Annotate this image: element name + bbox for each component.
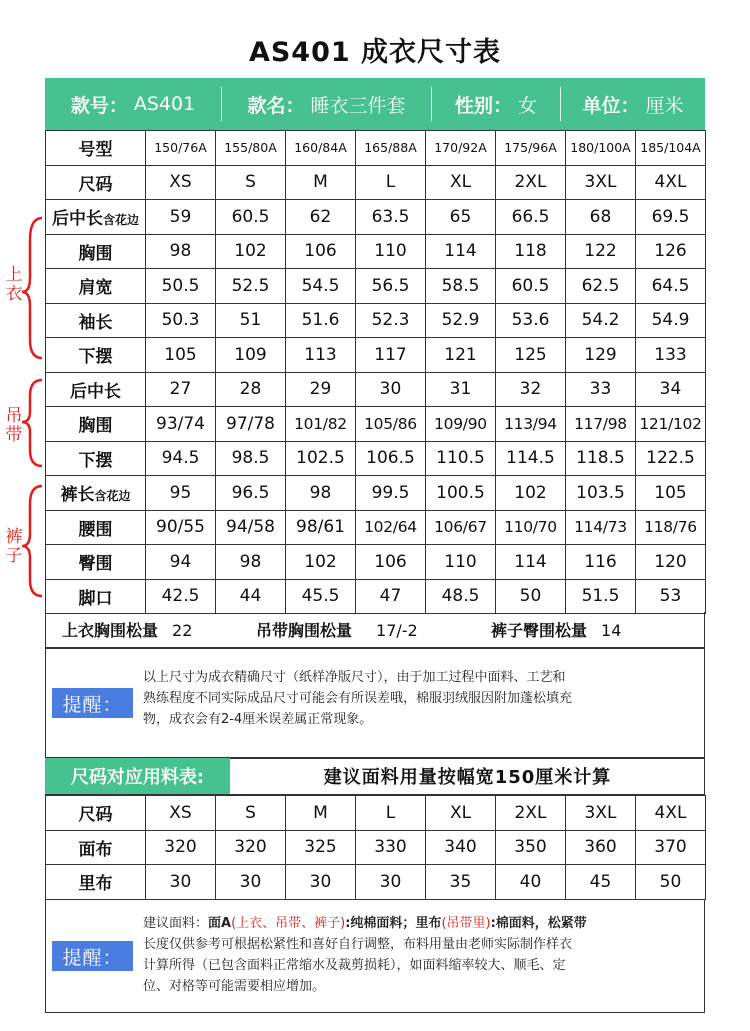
- table-cell: 121: [426, 338, 496, 373]
- table-cell: 30: [286, 865, 356, 900]
- table-cell: 28: [216, 372, 286, 407]
- table-row: [46, 579, 706, 614]
- table-cell: 100.5: [426, 476, 496, 511]
- table-cell: 32: [496, 372, 566, 407]
- table-cell: 98/61: [286, 510, 356, 545]
- table-cell: 58.5: [426, 269, 496, 304]
- table-cell: 118: [496, 234, 566, 269]
- table-cell: 50.5: [146, 269, 216, 304]
- table-cell: 54.9: [636, 303, 706, 338]
- table-cell: 68: [566, 200, 636, 235]
- table-cell: 165/88A: [356, 131, 426, 166]
- table-cell: 120: [636, 545, 706, 580]
- table-cell: 105: [146, 338, 216, 373]
- table-cell: 126: [636, 234, 706, 269]
- fabric-table-title: 建议面料用量按幅宽150厘米计算: [323, 767, 612, 788]
- pants-ease: 裤子臀围松量 14: [491, 621, 622, 640]
- table-cell: 4XL: [636, 796, 706, 831]
- fabric-table: [45, 795, 706, 900]
- table-cell: 109: [216, 338, 286, 373]
- table-cell: 106: [356, 545, 426, 580]
- row-label: 胸围: [46, 234, 146, 269]
- row-label: 号型: [46, 131, 146, 166]
- table-cell: 102: [496, 476, 566, 511]
- table-cell: 53: [636, 579, 706, 614]
- table-cell: 185/104A: [636, 131, 706, 166]
- table-cell: 114/73: [566, 510, 636, 545]
- table-cell: 102: [216, 234, 286, 269]
- table-cell: 103.5: [566, 476, 636, 511]
- table-cell: 65: [426, 200, 496, 235]
- table-cell: 110: [356, 234, 426, 269]
- table-cell: 150/76A: [146, 131, 216, 166]
- table-cell: 63.5: [356, 200, 426, 235]
- row-label: 肩宽: [46, 269, 146, 304]
- table-cell: 102.5: [286, 441, 356, 476]
- table-cell: 59: [146, 200, 216, 235]
- table-cell: 121/102: [636, 407, 706, 442]
- table-row: [46, 441, 706, 476]
- table-cell: 94/58: [216, 510, 286, 545]
- table-cell: 340: [426, 830, 496, 865]
- table-cell: 97/78: [216, 407, 286, 442]
- style-number: 款号： AS401: [70, 93, 196, 117]
- table-row: [46, 372, 706, 407]
- reminder-badge: 提醒：: [52, 688, 133, 718]
- table-row: [46, 796, 706, 831]
- table-cell: 56.5: [356, 269, 426, 304]
- top-ease: 上衣胸围松量 22: [62, 621, 193, 640]
- cami-ease: 吊带胸围松量 17/-2: [256, 621, 418, 640]
- table-cell: XS: [146, 796, 216, 831]
- table-cell: 50: [496, 579, 566, 614]
- table-row: [46, 131, 706, 166]
- fabric-table-label: 尺码对应用料表:: [45, 758, 230, 794]
- table-cell: 110/70: [496, 510, 566, 545]
- table-cell: M: [286, 165, 356, 200]
- table-cell: 106/67: [426, 510, 496, 545]
- table-cell: 330: [356, 830, 426, 865]
- table-cell: 3XL: [566, 165, 636, 200]
- table-row: [46, 510, 706, 545]
- table-cell: 110.5: [426, 441, 496, 476]
- gender: 性别： 女: [454, 94, 538, 117]
- table-cell: 90/55: [146, 510, 216, 545]
- fabric-reminder-box: [45, 899, 705, 1013]
- table-cell: 30: [146, 865, 216, 900]
- table-cell: 62.5: [566, 269, 636, 304]
- section-label-pants: 裤子: [5, 527, 23, 566]
- table-cell: 106: [286, 234, 356, 269]
- table-cell: 51.5: [566, 579, 636, 614]
- table-cell: 117/98: [566, 407, 636, 442]
- table-cell: 118.5: [566, 441, 636, 476]
- unit: 单位： 厘米: [582, 94, 684, 117]
- table-cell: XL: [426, 165, 496, 200]
- table-cell: 94.5: [146, 441, 216, 476]
- table-cell: 155/80A: [216, 131, 286, 166]
- table-cell: M: [286, 796, 356, 831]
- table-cell: 66.5: [496, 200, 566, 235]
- table-cell: 133: [636, 338, 706, 373]
- table-cell: 33: [566, 372, 636, 407]
- table-cell: 50.3: [146, 303, 216, 338]
- table-cell: 114: [496, 545, 566, 580]
- table-cell: 106.5: [356, 441, 426, 476]
- table-cell: 98.5: [216, 441, 286, 476]
- table-row: [46, 303, 706, 338]
- table-cell: 117: [356, 338, 426, 373]
- table-cell: 40: [496, 865, 566, 900]
- row-label: 尺码: [46, 796, 146, 831]
- table-cell: XL: [426, 796, 496, 831]
- table-cell: 93/74: [146, 407, 216, 442]
- table-cell: 180/100A: [566, 131, 636, 166]
- table-cell: 98: [216, 545, 286, 580]
- table-row: [46, 407, 706, 442]
- table-cell: 52.9: [426, 303, 496, 338]
- fabric-reminder-text: 建议面料：面A(上衣、吊带、裤子):纯棉面料；里布(吊带里):棉面料，松紧带 长度仅供参考可根据松紧性和喜好自行调整，布料用量由老师实际制作样衣 计算所得（已包含面料正常缩水及裁剪损耗），如面料缩率较大、顺毛、定 位、对格等可能需要相应增加。: [143, 916, 587, 994]
- table-row: [46, 234, 706, 269]
- table-row: [46, 165, 706, 200]
- table-cell: 45: [566, 865, 636, 900]
- table-cell: 101/82: [286, 407, 356, 442]
- table-row: [46, 545, 706, 580]
- pants-bracket: [22, 486, 42, 596]
- table-cell: 54.2: [566, 303, 636, 338]
- table-cell: 113/94: [496, 407, 566, 442]
- table-cell: 320: [216, 830, 286, 865]
- table-cell: 60.5: [496, 269, 566, 304]
- table-cell: 45.5: [286, 579, 356, 614]
- table-cell: 62: [286, 200, 356, 235]
- ease-row: [45, 612, 705, 648]
- table-cell: L: [356, 796, 426, 831]
- table-cell: 51.6: [286, 303, 356, 338]
- table-cell: 52.3: [356, 303, 426, 338]
- table-cell: 2XL: [496, 796, 566, 831]
- style-name: 款名： 睡衣三件套: [247, 94, 406, 117]
- table-cell: 50: [636, 865, 706, 900]
- spec-header: [45, 78, 705, 130]
- table-cell: 160/84A: [286, 131, 356, 166]
- row-label: 后中长含花边: [46, 200, 146, 235]
- table-cell: 114.5: [496, 441, 566, 476]
- table-row: [46, 200, 706, 235]
- table-cell: 29: [286, 372, 356, 407]
- top-bracket: [22, 218, 42, 358]
- table-cell: 122.5: [636, 441, 706, 476]
- table-cell: XS: [146, 165, 216, 200]
- table-cell: 52.5: [216, 269, 286, 304]
- section-label-cami: 吊带: [5, 406, 23, 445]
- table-cell: 102/64: [356, 510, 426, 545]
- table-cell: 114: [426, 234, 496, 269]
- table-cell: 122: [566, 234, 636, 269]
- table-cell: 320: [146, 830, 216, 865]
- table-cell: 48.5: [426, 579, 496, 614]
- table-cell: 118/76: [636, 510, 706, 545]
- row-label: 下摆: [46, 338, 146, 373]
- row-label: 腰围: [46, 510, 146, 545]
- table-cell: 30: [356, 372, 426, 407]
- table-cell: 98: [286, 476, 356, 511]
- table-cell: 350: [496, 830, 566, 865]
- table-cell: 99.5: [356, 476, 426, 511]
- table-row: [46, 476, 706, 511]
- table-cell: 94: [146, 545, 216, 580]
- row-label: 下摆: [46, 441, 146, 476]
- cami-bracket: [22, 380, 42, 466]
- table-cell: 170/92A: [426, 131, 496, 166]
- size-table: [45, 130, 706, 614]
- table-cell: 105: [636, 476, 706, 511]
- table-cell: 3XL: [566, 796, 636, 831]
- table-cell: S: [216, 796, 286, 831]
- table-cell: 4XL: [636, 165, 706, 200]
- table-cell: 60.5: [216, 200, 286, 235]
- row-label: 臀围: [46, 545, 146, 580]
- table-cell: 31: [426, 372, 496, 407]
- table-cell: 44: [216, 579, 286, 614]
- table-cell: 98: [146, 234, 216, 269]
- table-row: [46, 865, 706, 900]
- table-cell: 116: [566, 545, 636, 580]
- page-title: AS401 成衣尺寸表: [248, 37, 502, 68]
- row-label: 袖长: [46, 303, 146, 338]
- table-cell: 360: [566, 830, 636, 865]
- table-cell: 370: [636, 830, 706, 865]
- reminder-text: 以上尺寸为成衣精确尺寸（纸样净版尺寸），由于加工过程中面料、工艺和 熟练程度不同实际成品尺寸可能会有所误差哦，棉服羽绒服因附加蓬松填充 物，成衣会有2-4厘米误差属正常现象。: [143, 670, 573, 727]
- table-cell: 53.6: [496, 303, 566, 338]
- table-cell: 34: [636, 372, 706, 407]
- table-cell: 102: [286, 545, 356, 580]
- reminder-box: [45, 648, 705, 758]
- table-cell: 69.5: [636, 200, 706, 235]
- table-cell: 35: [426, 865, 496, 900]
- table-cell: 125: [496, 338, 566, 373]
- table-cell: 64.5: [636, 269, 706, 304]
- row-label: 脚口: [46, 579, 146, 614]
- table-row: [46, 269, 706, 304]
- section-label-top: 上衣: [5, 265, 23, 304]
- table-cell: 325: [286, 830, 356, 865]
- table-cell: 54.5: [286, 269, 356, 304]
- row-label: 裤长含花边: [46, 476, 146, 511]
- table-cell: 113: [286, 338, 356, 373]
- table-row: [46, 338, 706, 373]
- table-cell: 175/96A: [496, 131, 566, 166]
- fabric-reminder-badge: 提醒：: [52, 941, 133, 971]
- table-cell: 105/86: [356, 407, 426, 442]
- row-label: 后中长: [46, 372, 146, 407]
- table-row: [46, 830, 706, 865]
- table-cell: 129: [566, 338, 636, 373]
- table-cell: 109/90: [426, 407, 496, 442]
- table-cell: 51: [216, 303, 286, 338]
- table-cell: 47: [356, 579, 426, 614]
- row-label: 尺码: [46, 165, 146, 200]
- table-cell: L: [356, 165, 426, 200]
- table-cell: 2XL: [496, 165, 566, 200]
- row-label: 面布: [46, 830, 146, 865]
- table-cell: 95: [146, 476, 216, 511]
- table-cell: 30: [356, 865, 426, 900]
- table-cell: 96.5: [216, 476, 286, 511]
- row-label: 里布: [46, 865, 146, 900]
- row-label: 胸围: [46, 407, 146, 442]
- table-cell: 42.5: [146, 579, 216, 614]
- table-cell: S: [216, 165, 286, 200]
- table-cell: 27: [146, 372, 216, 407]
- table-cell: 30: [216, 865, 286, 900]
- table-cell: 110: [426, 545, 496, 580]
